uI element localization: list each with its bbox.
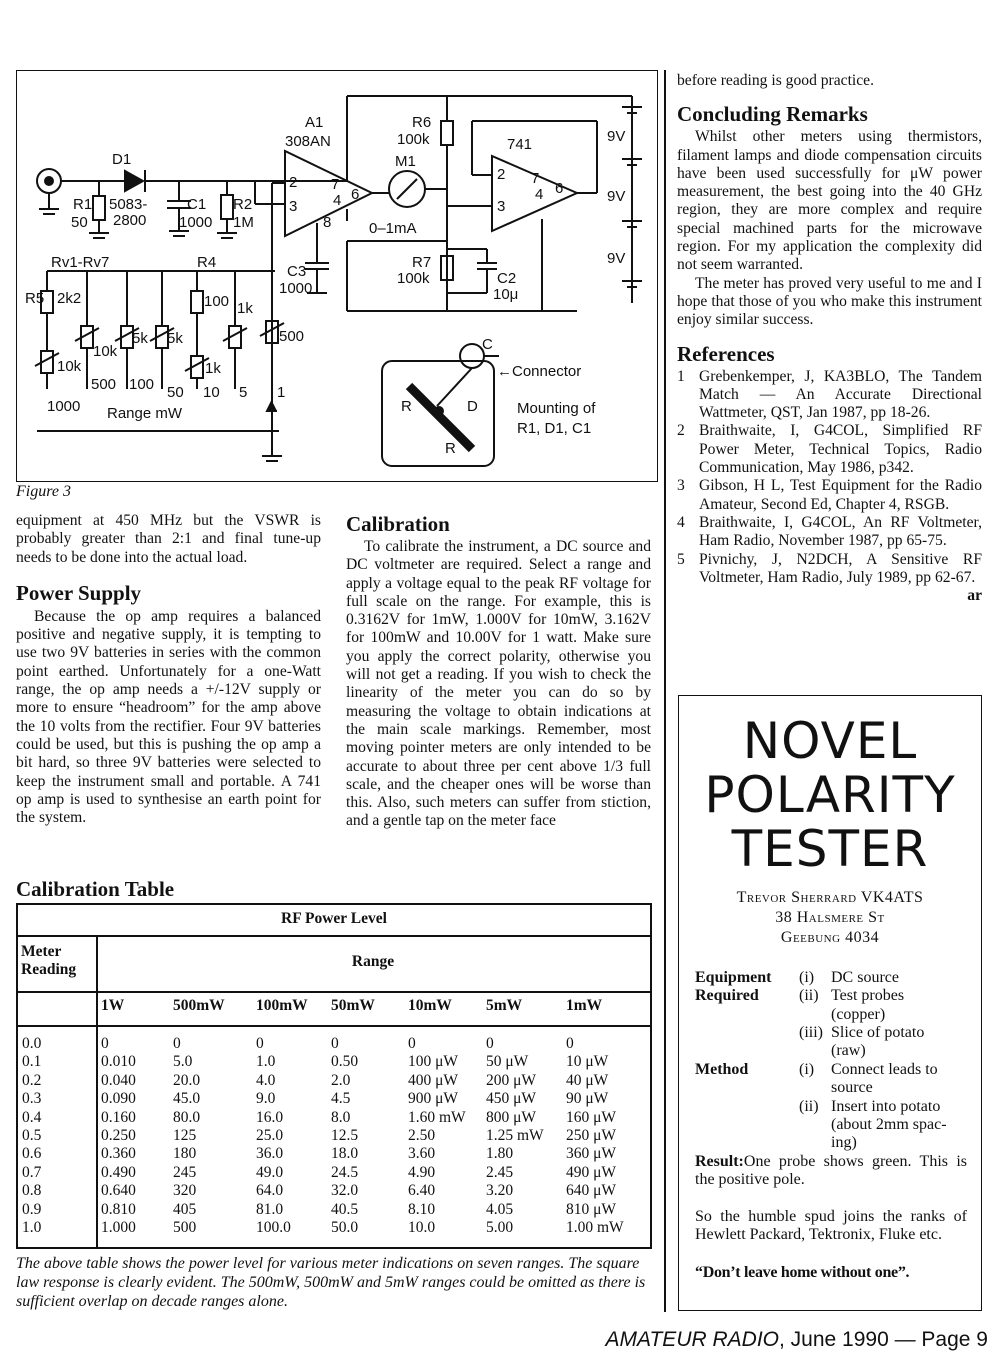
magazine-name: AMATEUR RADIO xyxy=(605,1328,779,1351)
svg-text:←Connector: ←Connector xyxy=(497,363,582,380)
column-3 xyxy=(677,72,982,605)
svg-text:1000: 1000 xyxy=(279,280,313,297)
reference-item: 5 Pivnichy, J, N2DCH, A Sensitive RF Voltmeter, Ham Radio, July 1989, pp 62-67. ar xyxy=(677,550,982,605)
power-cell: 4.90 xyxy=(408,1163,436,1181)
svg-text:1000: 1000 xyxy=(47,398,81,415)
power-cell: 320 xyxy=(173,1182,197,1200)
method-item-text: ing) xyxy=(831,1134,857,1152)
circuit-figure xyxy=(16,70,658,482)
power-cell: 10.0 xyxy=(408,1219,436,1236)
svg-text:500: 500 xyxy=(279,328,305,345)
power-cell: 12.5 xyxy=(331,1127,359,1144)
svg-text:A1: A1 xyxy=(305,114,324,131)
svg-text:7: 7 xyxy=(531,170,540,187)
calibration-table xyxy=(16,903,652,1249)
power-cell: 0.640 xyxy=(101,1182,136,1200)
power-cell: 49.0 xyxy=(256,1163,284,1181)
box-address1: 38 Halsmere St xyxy=(775,909,885,926)
equipment-item-text: Slice of potato xyxy=(831,1023,925,1041)
power-cell: 81.0 xyxy=(256,1200,284,1218)
required-label: Required xyxy=(695,987,759,1004)
svg-text:6: 6 xyxy=(555,180,564,197)
box-closing: So the humble spud joins the ranks of Hewlett Packard, Tektronix, Fluke etc. xyxy=(695,1208,967,1244)
power-cell: 125 xyxy=(173,1127,197,1144)
svg-text:R6: R6 xyxy=(412,114,432,131)
power-cell: 0.010 xyxy=(101,1053,136,1071)
power-cell: 405 xyxy=(173,1200,197,1218)
power-cell: 0.160 xyxy=(101,1108,136,1126)
power-cell: 0 xyxy=(173,1035,181,1052)
power-cell: 200 μW xyxy=(486,1071,537,1089)
power-cell: 0.360 xyxy=(101,1145,136,1163)
box-slogan: “Don’t leave home without one”. xyxy=(695,1264,910,1281)
svg-text:3: 3 xyxy=(289,198,298,215)
svg-text:1M: 1M xyxy=(233,214,254,231)
figure-caption: Figure 3 xyxy=(16,483,71,500)
svg-text:1k: 1k xyxy=(237,300,253,317)
table-row xyxy=(18,1127,650,1145)
box-title-line2: POLARITY xyxy=(704,766,956,824)
method-item-number: (ii) xyxy=(799,1097,819,1115)
svg-text:9V: 9V xyxy=(607,188,626,205)
meter-reading-cell: 0.3 xyxy=(22,1090,42,1108)
svg-text:R7: R7 xyxy=(412,254,432,271)
paragraph: To calibrate the instrument, a DC source and DC voltmeter are required. Select a range and apply a voltage equal to the peak RF voltage for full scale on the range. For example, this is 0.3162V for 1mW, 1.000V for 10mW, 3.162V for 100mW and 10.00V for 1 watt. Make sure you apply the correct polarity, otherwise you will not get a reading. If you wish to check the linearity of the meter you can do so by measuring the voltage to obtain indications at the main scale markings. Remember, most moving pointer meters are only intended to be accurate to about three per cent above 1/3 full scale, and the cheaper ones will be worse than this. Also, such meters can suffer from stiction, and a gentle tap on the meter face xyxy=(346,538,651,830)
svg-text:R2: R2 xyxy=(233,196,253,213)
power-cell: 2.0 xyxy=(331,1071,351,1089)
table-caption: The above table shows the power level for various meter indications on seven ranges. The square law response is clearly evident. The 500mW, 500mW and 5mW ranges could be omitted as there is sufficient overlap on decade ranges alone. xyxy=(16,1255,646,1310)
meter-reading-cell: 0.9 xyxy=(22,1200,42,1218)
paragraph: equipment at 450 MHz but the VSWR is probably greater than 2:1 and final tune-up needs to be done into the actual load. xyxy=(16,512,321,566)
power-cell: 100 μW xyxy=(408,1053,459,1071)
power-cell: 90 μW xyxy=(566,1090,609,1108)
svg-text:0–1mA: 0–1mA xyxy=(369,220,417,237)
column-divider xyxy=(664,70,666,1312)
paragraph: Because the op amp requires a balanced positive and negative supply, it is tempting to use two 9V batteries in series with the common point earthed. Unfortunately for a one-Watt range, the op amp needs a +/-12V supply or more to ensure “headroom” for the amp above the 10 volts from the rectifier. Four 9V batteries could be used, but this is pushing the op amp a bit hard, so three 9V batteries were selected to keep the instrument small and portable. A 741 op amp is used to synthesise an earth point for the system. xyxy=(16,607,321,827)
power-cell: 1.0 xyxy=(256,1053,276,1071)
svg-text:R1, D1, C1: R1, D1, C1 xyxy=(517,420,592,437)
svg-text:7: 7 xyxy=(331,176,340,193)
svg-text:10μ: 10μ xyxy=(493,286,519,303)
power-cell: 16.0 xyxy=(256,1108,284,1126)
power-cell: 3.20 xyxy=(486,1182,514,1200)
power-cell: 0.090 xyxy=(101,1090,136,1108)
power-cell: 800 μW xyxy=(486,1108,537,1126)
power-cell: 810 μW xyxy=(566,1200,617,1218)
svg-text:1k: 1k xyxy=(205,360,221,377)
power-cell: 0 xyxy=(566,1035,574,1052)
svg-text:3: 3 xyxy=(497,198,506,215)
svg-text:5k: 5k xyxy=(132,330,148,347)
polarity-tester-box xyxy=(678,695,982,1311)
svg-text:5083-: 5083- xyxy=(109,196,148,213)
power-cell: 0.50 xyxy=(331,1053,359,1071)
meter-reading-cell: 0.7 xyxy=(22,1163,42,1181)
meter-reading-cell: 0.0 xyxy=(22,1035,42,1052)
power-cell: 6.40 xyxy=(408,1182,436,1200)
method-item-text: Insert into potato xyxy=(831,1097,941,1115)
meter-reading-cell: 0.4 xyxy=(22,1108,42,1126)
method-label: Method xyxy=(695,1061,749,1078)
power-cell: 5.0 xyxy=(173,1053,193,1071)
power-cell: 0.810 xyxy=(101,1200,136,1218)
svg-text:Mounting of: Mounting of xyxy=(517,400,596,417)
svg-text:10k: 10k xyxy=(93,343,118,360)
power-cell: 0 xyxy=(408,1035,416,1052)
power-cell: 1.00 mW xyxy=(566,1219,624,1236)
paragraph: The meter has proved very useful to me and I hope that those of you who make this instrument enjoy similar success. xyxy=(677,274,982,329)
power-cell: 400 μW xyxy=(408,1071,459,1089)
paragraph: Whilst other meters using thermistors, filament lamps and diode compensation circuits have been used successfully for μW power measurement, the best going into the 40 GHz region, they are more complex and require special machined parts for the microwave region. For my application the complexity did not seem warranted. xyxy=(677,128,982,274)
table-row xyxy=(18,1035,650,1053)
power-cell: 1.000 xyxy=(101,1219,136,1236)
svg-text:100k: 100k xyxy=(397,131,430,148)
heading-references: References xyxy=(677,341,775,366)
power-cell: 20.0 xyxy=(173,1071,201,1089)
power-cell: 450 μW xyxy=(486,1090,537,1108)
equipment-item-number: (ii) xyxy=(799,987,819,1005)
svg-text:50: 50 xyxy=(167,384,184,401)
method-item-text: Connect leads to xyxy=(831,1061,938,1078)
svg-text:2k2: 2k2 xyxy=(57,290,82,307)
power-cell: 10 μW xyxy=(566,1053,609,1071)
reference-item: 3 Gibson, H L, Test Equipment for the Radio Amateur, Second Ed, Chapter 4, RSGB. xyxy=(677,477,982,513)
column-2 xyxy=(346,512,651,831)
power-cell: 40 μW xyxy=(566,1071,609,1089)
svg-text:10: 10 xyxy=(203,384,220,401)
method-item-number: (i) xyxy=(799,1061,815,1078)
power-cell: 100.0 xyxy=(256,1219,291,1236)
table-row xyxy=(18,1201,650,1219)
circuit-schematic xyxy=(17,71,657,481)
power-cell: 500 xyxy=(173,1219,197,1236)
power-cell: 2.45 xyxy=(486,1163,514,1181)
svg-text:1000: 1000 xyxy=(179,214,213,231)
power-cell: 50 μW xyxy=(486,1053,529,1071)
equipment-label: Equipment xyxy=(695,969,772,986)
table-row xyxy=(18,1182,650,1200)
power-cell: 490 μW xyxy=(566,1163,617,1181)
table-row xyxy=(18,1053,650,1071)
power-cell: 160 μW xyxy=(566,1108,617,1126)
heading-calibration-table: Calibration Table xyxy=(16,877,175,901)
power-cell: 4.0 xyxy=(256,1071,276,1089)
power-cell: 0.040 xyxy=(101,1071,136,1089)
footer-date-page: , June 1990 — Page 9 xyxy=(779,1328,988,1351)
power-cell: 0 xyxy=(486,1035,494,1052)
svg-text:741: 741 xyxy=(507,136,533,153)
table-row xyxy=(18,1109,650,1127)
power-cell: 250 μW xyxy=(566,1127,617,1144)
power-cell: 5.00 xyxy=(486,1219,514,1236)
svg-text:500: 500 xyxy=(91,376,117,393)
equipment-item-text: DC source xyxy=(831,969,899,986)
svg-text:50: 50 xyxy=(71,214,88,231)
svg-text:2800: 2800 xyxy=(113,212,147,229)
svg-text:10k: 10k xyxy=(57,358,82,375)
heading-power-supply: Power Supply xyxy=(16,580,142,605)
table-body xyxy=(18,1035,650,1245)
table-row xyxy=(18,1090,650,1108)
meter-reading-cell: 0.5 xyxy=(22,1127,42,1144)
power-cell: 9.0 xyxy=(256,1090,276,1108)
header-meter-reading: Meter Reading xyxy=(21,943,77,978)
box-author: Trevor Sherrard VK4ATS xyxy=(736,889,924,906)
power-cell: 25.0 xyxy=(256,1127,284,1144)
power-cell: 1.60 mW xyxy=(408,1108,466,1126)
table-row xyxy=(18,1145,650,1163)
svg-text:R5: R5 xyxy=(25,290,45,307)
heading-concluding-remarks: Concluding Remarks xyxy=(677,102,868,127)
svg-text:4: 4 xyxy=(535,186,544,203)
svg-text:9V: 9V xyxy=(607,128,626,145)
power-cell: 45.0 xyxy=(173,1090,201,1108)
svg-text:5k: 5k xyxy=(167,330,183,347)
svg-text:6: 6 xyxy=(351,186,360,203)
equipment-item-number: (iii) xyxy=(799,1023,823,1041)
page-footer xyxy=(540,1328,988,1352)
column-1 xyxy=(16,512,321,827)
power-cell: 36.0 xyxy=(256,1145,284,1163)
equipment-item-text: (copper) xyxy=(831,1005,886,1023)
column-headers: 1W 500mW 100mW 50mW 10mW 5mW 1mW xyxy=(101,997,603,1014)
meter-reading-cell: 0.6 xyxy=(22,1145,42,1163)
power-cell: 50.0 xyxy=(331,1219,359,1236)
power-cell: 40.5 xyxy=(331,1200,359,1218)
table-row xyxy=(18,1072,650,1090)
power-cell: 4.5 xyxy=(331,1090,351,1108)
method-item-text: source xyxy=(831,1079,873,1097)
power-cell: 3.60 xyxy=(408,1145,436,1163)
power-cell: 900 μW xyxy=(408,1090,459,1108)
power-cell: 32.0 xyxy=(331,1182,359,1200)
references-list xyxy=(677,367,982,605)
method-item-text: (about 2mm spac- xyxy=(831,1115,947,1133)
svg-text:Range mW: Range mW xyxy=(107,405,183,422)
svg-text:C1: C1 xyxy=(187,196,207,213)
svg-text:4: 4 xyxy=(333,192,342,209)
svg-text:Rv1-Rv7: Rv1-Rv7 xyxy=(51,254,110,271)
svg-text:C: C xyxy=(482,336,493,353)
reference-item: 4 Braithwaite, I, G4COL, An RF Voltmeter, Ham Radio, November 1987, pp 65-75. xyxy=(677,513,982,550)
power-cell: 2.50 xyxy=(408,1127,436,1144)
svg-text:100: 100 xyxy=(204,293,230,310)
end-mark: ar xyxy=(967,587,982,605)
svg-text:C2: C2 xyxy=(497,270,517,287)
power-cell: 8.0 xyxy=(331,1108,351,1126)
power-cell: 4.05 xyxy=(486,1200,514,1218)
equipment-item-text: Test probes xyxy=(831,987,905,1005)
meter-reading-cell: 0.2 xyxy=(22,1071,42,1089)
heading-calibration: Calibration xyxy=(346,512,450,536)
table-row xyxy=(18,1164,650,1182)
svg-text:C3: C3 xyxy=(287,263,307,280)
power-cell: 1.80 xyxy=(486,1145,514,1163)
svg-text:R: R xyxy=(401,398,412,415)
power-cell: 640 μW xyxy=(566,1182,617,1200)
header-rf-power-level: RF Power Level xyxy=(281,910,387,927)
svg-text:2: 2 xyxy=(497,166,506,183)
power-cell: 0.490 xyxy=(101,1163,136,1181)
power-cell: 64.0 xyxy=(256,1182,284,1200)
power-cell: 0 xyxy=(101,1035,109,1052)
svg-text:R1: R1 xyxy=(73,196,93,213)
power-cell: 0.250 xyxy=(101,1127,136,1144)
box-title-line3: TESTER xyxy=(731,820,929,878)
power-cell: 1.25 mW xyxy=(486,1127,544,1144)
reference-item: 2 Braithwaite, I, G4COL, Simplified RF Power Meter, Technical Topics, Radio Communication, May 1986, p342. xyxy=(677,422,982,477)
power-cell: 8.10 xyxy=(408,1200,436,1218)
svg-text:308AN: 308AN xyxy=(285,133,331,150)
svg-text:D: D xyxy=(467,398,478,415)
svg-text:9V: 9V xyxy=(607,250,626,267)
svg-text:100k: 100k xyxy=(397,270,430,287)
svg-text:100: 100 xyxy=(129,376,155,393)
power-cell: 245 xyxy=(173,1163,197,1181)
header-range: Range xyxy=(351,953,395,970)
power-cell: 0 xyxy=(256,1035,264,1052)
power-cell: 18.0 xyxy=(331,1145,359,1163)
table-row xyxy=(18,1219,650,1237)
power-cell: 0 xyxy=(331,1035,339,1052)
d1-label: D1 xyxy=(112,151,132,168)
svg-text:R4: R4 xyxy=(197,254,217,271)
svg-text:5: 5 xyxy=(239,384,248,401)
box-title-line1: NOVEL xyxy=(742,712,918,770)
power-cell: 24.5 xyxy=(331,1163,359,1181)
reference-item: 1 Grebenkemper, J, KA3BLO, The Tandem Match — An Accurate Directional Wattmeter, QST, Jan 1987, pp 18-26. xyxy=(677,367,982,422)
box-address2: Geebung 4034 xyxy=(780,929,880,946)
svg-text:R: R xyxy=(445,440,456,457)
power-cell: 360 μW xyxy=(566,1145,617,1163)
power-cell: 180 xyxy=(173,1145,197,1163)
meter-reading-cell: 0.1 xyxy=(22,1053,42,1071)
svg-text:8: 8 xyxy=(323,214,332,231)
meter-reading-cell: 0.8 xyxy=(22,1182,42,1200)
equipment-item-number: (i) xyxy=(799,969,815,986)
power-cell: 80.0 xyxy=(173,1108,201,1126)
meter-reading-cell: 1.0 xyxy=(22,1219,42,1236)
paragraph: before reading is good practice. xyxy=(677,72,875,89)
svg-text:1: 1 xyxy=(277,384,286,401)
svg-text:2: 2 xyxy=(289,174,298,191)
equipment-item-text: (raw) xyxy=(831,1042,866,1060)
box-result: Result:One probe shows green. This is the positive pole. xyxy=(695,1153,967,1189)
svg-text:M1: M1 xyxy=(395,153,416,170)
